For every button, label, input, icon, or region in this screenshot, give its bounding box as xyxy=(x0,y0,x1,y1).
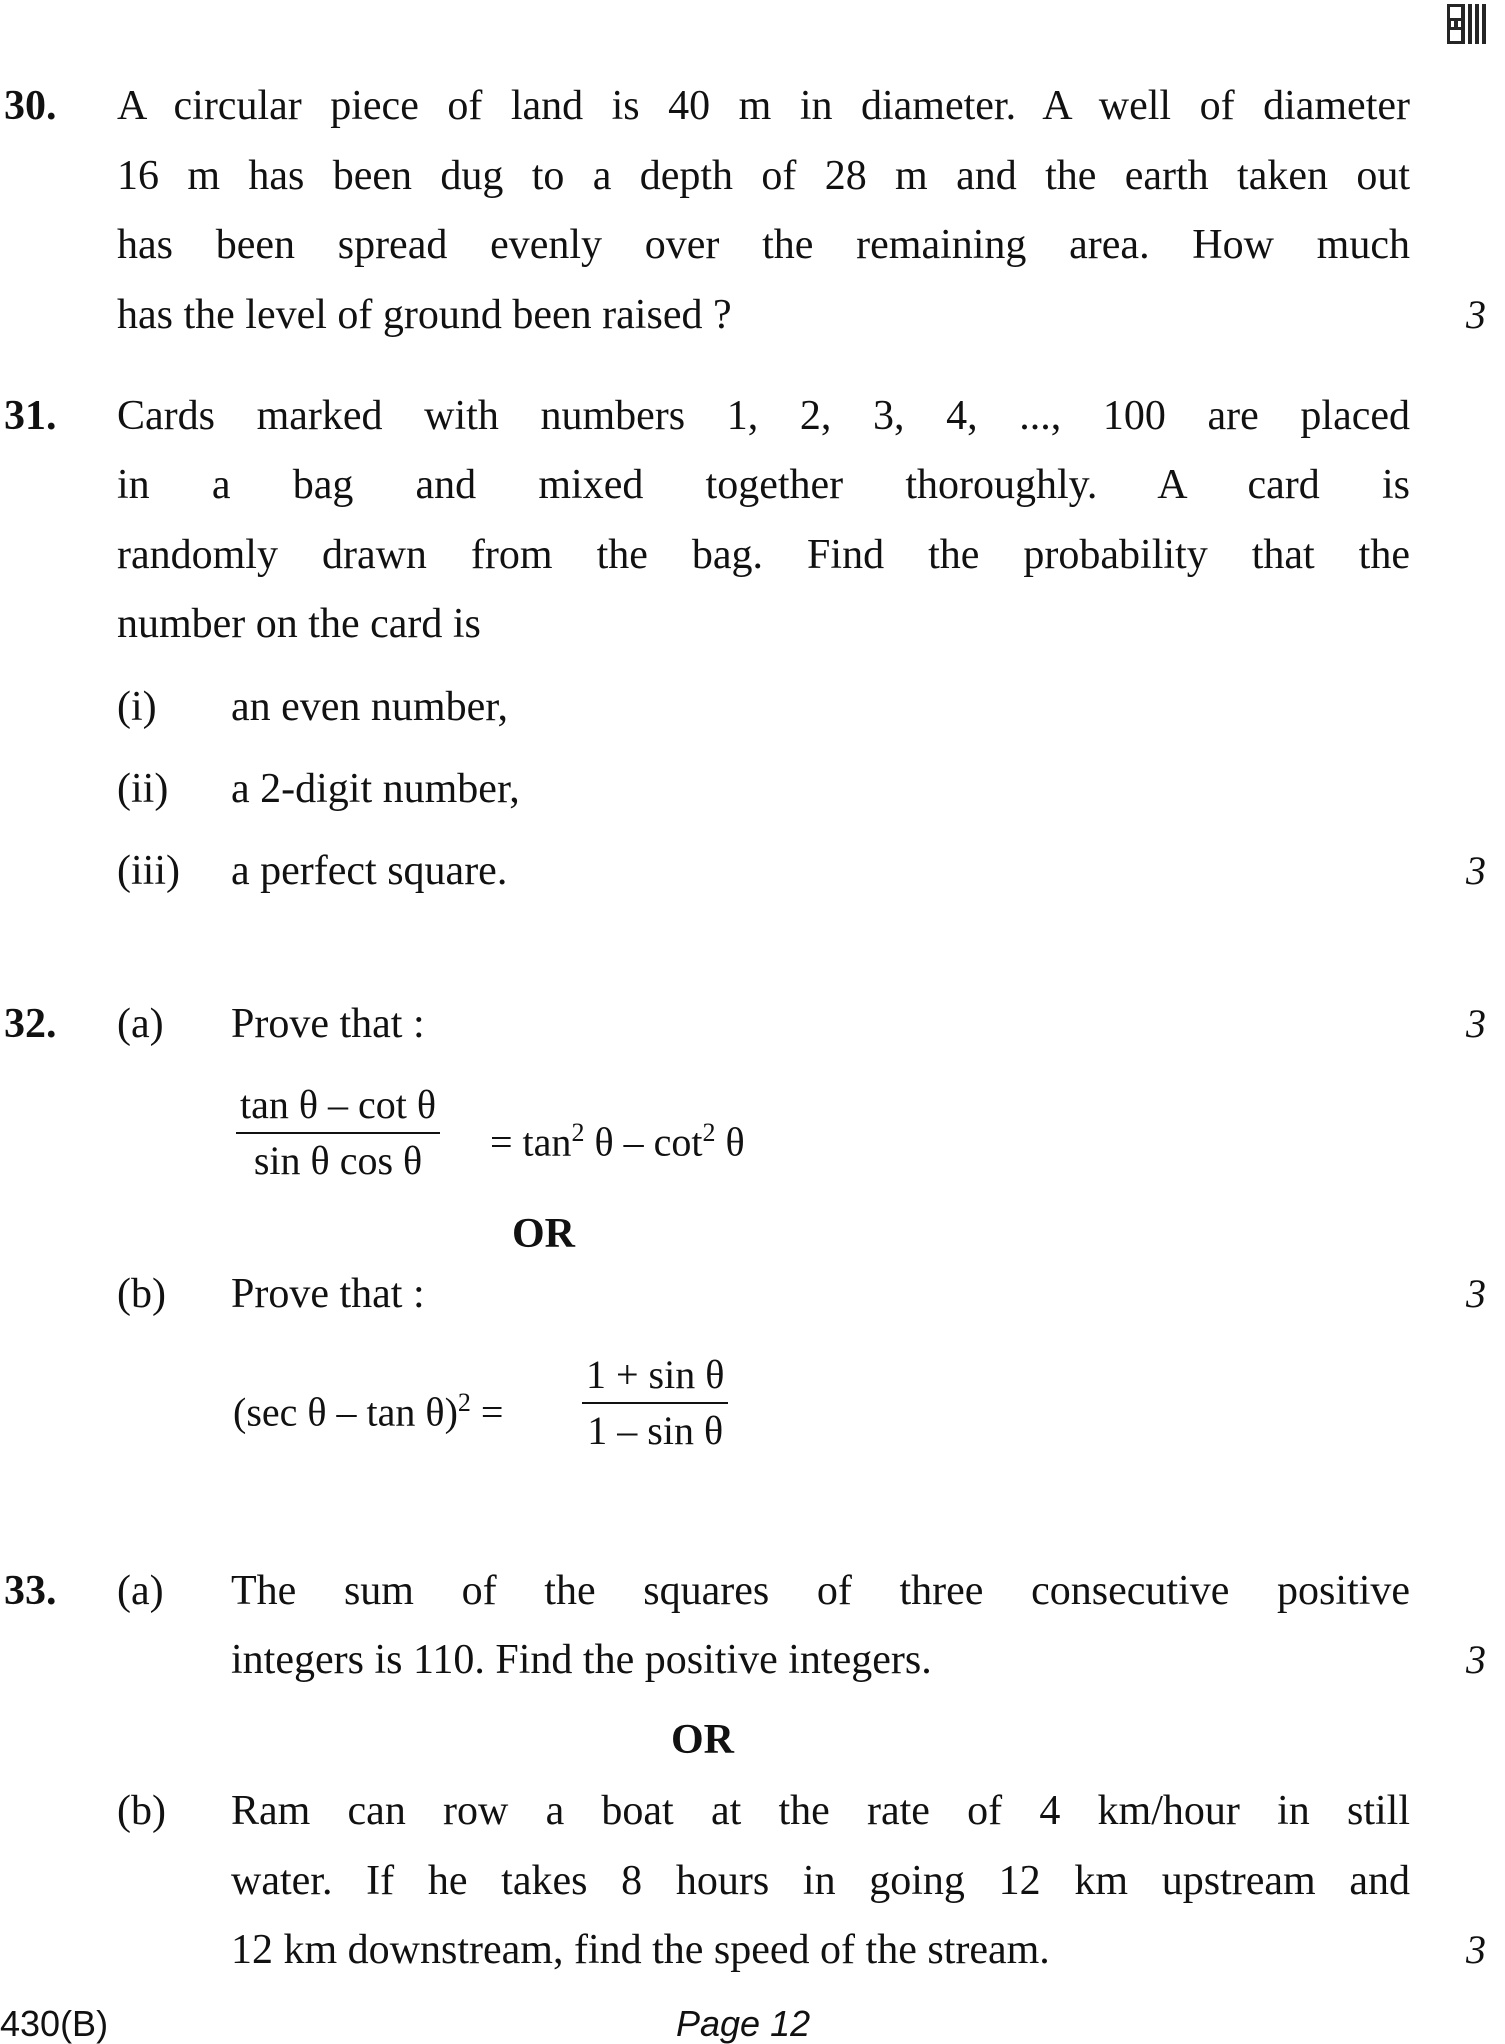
fraction xyxy=(582,1348,728,1458)
rhs-part: θ – cot xyxy=(584,1119,703,1165)
marks: 3 xyxy=(1466,1271,1486,1316)
or-separator: OR xyxy=(671,1717,734,1763)
question-text: 16 m has been dug to a depth of 28 m and the earth taken out xyxy=(117,153,1410,199)
part-text: Ram can row a boat at the rate of 4 km/hour in still xyxy=(231,1788,1410,1834)
part-label: (b) xyxy=(117,1271,166,1317)
marks: 3 xyxy=(1466,1927,1486,1972)
question-number: 32. xyxy=(4,1001,57,1047)
part-text: a 2-digit number, xyxy=(231,766,520,812)
marks: 3 xyxy=(1466,292,1486,337)
part-text: a perfect square. xyxy=(231,848,508,894)
rhs-part: θ xyxy=(715,1119,745,1165)
part-text: an even number, xyxy=(231,684,509,730)
equation-lhs xyxy=(233,1377,503,1438)
question-text: has been spread evenly over the remaining area. How much xyxy=(117,222,1410,268)
exponent: 2 xyxy=(457,1388,471,1417)
part-label: (a) xyxy=(117,1568,164,1614)
exponent: 2 xyxy=(702,1118,716,1147)
equation-rhs xyxy=(490,1107,745,1168)
part-label: (a) xyxy=(117,1001,164,1047)
part-text: integers is 110. Find the positive integers. xyxy=(231,1637,932,1683)
part-text: water. If he takes 8 hours in going 12 km upstream and xyxy=(231,1858,1410,1904)
marks: 3 xyxy=(1466,848,1486,893)
question-text: A circular piece of land is 40 m in diameter. A well of diameter xyxy=(117,83,1410,129)
question-text: has the level of ground been raised ? xyxy=(117,292,732,338)
question-text: Cards marked with numbers 1, 2, 3, 4, ..., 100 are placed xyxy=(117,393,1410,439)
part-label: (iii) xyxy=(117,848,180,894)
marks: 3 xyxy=(1466,1001,1486,1046)
question-number: 31. xyxy=(4,393,57,439)
part-text: Prove that : xyxy=(231,1271,425,1317)
fraction xyxy=(236,1078,440,1188)
question-text: randomly drawn from the bag. Find the probability that the xyxy=(117,532,1410,578)
question-number: 33. xyxy=(4,1568,57,1614)
exponent: 2 xyxy=(571,1118,585,1147)
part-label: (b) xyxy=(117,1788,166,1834)
page-number: Page 12 xyxy=(676,2003,811,2044)
question-number: 30. xyxy=(4,83,57,129)
marks: 3 xyxy=(1466,1637,1486,1682)
rhs-part: = tan xyxy=(490,1119,572,1165)
denominator: sin θ cos θ xyxy=(253,1138,423,1183)
part-text: Prove that : xyxy=(231,1001,425,1047)
equals: = xyxy=(480,1389,504,1435)
or-separator: OR xyxy=(512,1211,575,1257)
denominator: 1 – sin θ xyxy=(587,1408,724,1453)
paper-code: 430(B) xyxy=(0,2003,109,2044)
qr-code xyxy=(1447,4,1489,44)
question-text: number on the card is xyxy=(117,601,481,647)
part-label: (ii) xyxy=(117,766,169,812)
part-text: 12 km downstream, find the speed of the stream. xyxy=(231,1927,1050,1973)
lhs-part: (sec θ – tan θ) xyxy=(233,1389,458,1435)
part-label: (i) xyxy=(117,684,157,730)
numerator: tan θ – cot θ xyxy=(236,1078,440,1134)
numerator: 1 + sin θ xyxy=(582,1348,728,1404)
question-text: in a bag and mixed together thoroughly. A card is xyxy=(117,462,1410,508)
part-text: The sum of the squares of three consecutive positive xyxy=(231,1568,1410,1614)
